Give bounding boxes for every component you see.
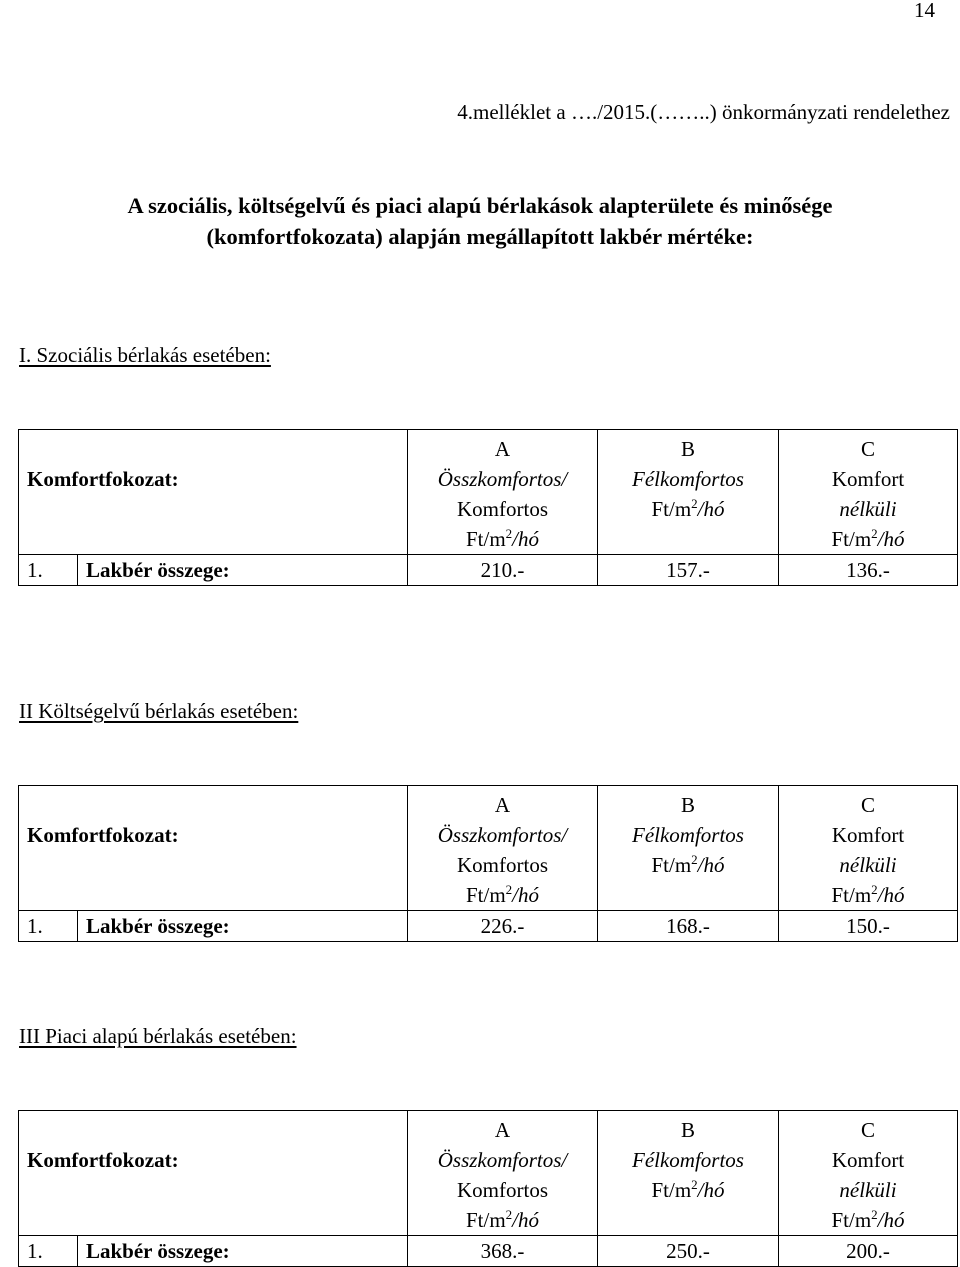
column-letter-c: C	[860, 793, 875, 817]
column-letter-a: A	[494, 1118, 511, 1142]
table-row	[19, 911, 958, 942]
rent-table-social	[18, 429, 958, 586]
table-row	[19, 1236, 958, 1267]
column-a-line1: Összkomfortos/	[437, 467, 568, 491]
row-label: Lakbér összege:	[78, 911, 408, 942]
page-number: 14	[914, 0, 935, 22]
table-header-row	[19, 430, 958, 555]
column-header-a	[408, 430, 598, 555]
row-number: 1.	[19, 1236, 78, 1267]
section-heading-market-based: III Piaci alapú bérlakás esetében:	[19, 1024, 297, 1048]
column-a-line2: Komfortos	[457, 853, 548, 877]
column-a-unit: $Ft/m^2/hó$	[465, 1207, 540, 1232]
column-c-unit: $Ft/m^2/hó$	[831, 882, 905, 907]
column-letter-b: B	[680, 437, 695, 461]
column-a-unit: $Ft/m^2/hó$	[465, 526, 540, 551]
table-header-row	[19, 1111, 958, 1236]
column-b-line1: Félkomfortos	[632, 467, 744, 491]
column-c-line1: Komfort	[831, 823, 905, 847]
row-label: Lakbér összege:	[78, 555, 408, 586]
title-line-2: (komfortfokozata) alapján megállapított lakbér mértéke:	[206, 224, 754, 249]
column-a-line1: Összkomfortos/	[437, 1148, 568, 1172]
column-header-a	[408, 1111, 598, 1236]
row-label: Lakbér összege:	[78, 1236, 408, 1267]
table-row	[19, 555, 958, 586]
value-b: 168.-	[598, 911, 779, 942]
value-a: 226.-	[408, 911, 598, 942]
comfort-level-label: Komfortfokozat:	[19, 1111, 408, 1236]
column-header-c	[779, 1111, 958, 1236]
column-letter-a: A	[494, 437, 511, 461]
comfort-level-label: Komfortfokozat:	[19, 430, 408, 555]
column-a-line2: Komfortos	[457, 1178, 548, 1202]
column-header-c	[779, 786, 958, 911]
annex-reference: 4.melléklet a …./2015.(……..) önkormányzati rendelethez	[457, 100, 950, 124]
column-b-line1: Félkomfortos	[632, 1148, 744, 1172]
value-a: 210.-	[408, 555, 598, 586]
column-letter-c: C	[860, 1118, 875, 1142]
column-header-a	[408, 786, 598, 911]
column-header-b	[598, 430, 779, 555]
comfort-level-label: Komfortfokozat:	[19, 786, 408, 911]
table-header-row	[19, 786, 958, 911]
value-c: 136.-	[779, 555, 958, 586]
column-c-line2: nélküli	[839, 497, 897, 521]
section-heading-social: I. Szociális bérlakás esetében:	[19, 343, 271, 367]
section-heading-cost-based: II Költségelvű bérlakás esetében:	[19, 699, 299, 723]
column-letter-b: B	[680, 793, 695, 817]
column-a-unit: $Ft/m^2/hó$	[465, 882, 540, 907]
column-letter-c: C	[860, 437, 875, 461]
column-b-line1: Félkomfortos	[632, 823, 744, 847]
column-c-unit: $Ft/m^2/hó$	[831, 1207, 905, 1232]
column-c-line2: nélküli	[839, 1178, 897, 1202]
column-a-line2: Komfortos	[457, 497, 548, 521]
column-letter-b: B	[680, 1118, 695, 1142]
column-c-unit: $Ft/m^2/hó$	[831, 526, 905, 551]
column-c-line1: Komfort	[831, 1148, 905, 1172]
column-header-b	[598, 786, 779, 911]
column-b-unit: $Ft/m^2/hó$	[651, 496, 725, 521]
column-letter-a: A	[494, 793, 511, 817]
value-b: 157.-	[598, 555, 779, 586]
value-a: 368.-	[408, 1236, 598, 1267]
row-number: 1.	[19, 555, 78, 586]
rent-table-market-based	[18, 1110, 958, 1267]
rent-table-cost-based	[18, 785, 958, 942]
title-line-1: A szociális, költségelvű és piaci alapú bérlakások alapterülete és minősége	[127, 193, 833, 218]
document-title	[0, 190, 960, 252]
column-b-unit: $Ft/m^2/hó$	[651, 1177, 725, 1202]
column-header-c	[779, 430, 958, 555]
column-b-unit: $Ft/m^2/hó$	[651, 852, 725, 877]
value-c: 200.-	[779, 1236, 958, 1267]
value-c: 150.-	[779, 911, 958, 942]
column-c-line1: Komfort	[831, 467, 905, 491]
row-number: 1.	[19, 911, 78, 942]
value-b: 250.-	[598, 1236, 779, 1267]
column-c-line2: nélküli	[839, 853, 897, 877]
column-header-b	[598, 1111, 779, 1236]
column-a-line1: Összkomfortos/	[437, 823, 568, 847]
